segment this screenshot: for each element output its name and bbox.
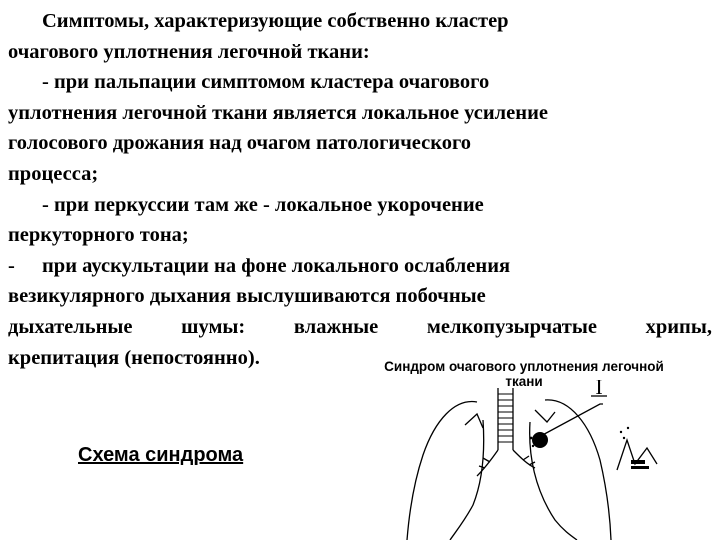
focus-dot-1	[530, 437, 533, 440]
main-text	[8, 6, 712, 373]
right-lung-fissure	[535, 410, 555, 422]
consolidation-focus	[532, 432, 548, 448]
sound-dot-3	[623, 437, 625, 439]
lung-diagram	[395, 380, 695, 540]
palpation-line-2: уплотнения легочной ткани является локальное усиление	[8, 101, 548, 124]
heading-line-1: Симптомы, характеризующие собственно кластер	[42, 10, 509, 32]
lung-diagram-svg	[395, 380, 695, 540]
palpation-line-3: голосового дрожания над очагом патологического	[8, 132, 472, 155]
figure-title-line-2: ткани	[505, 374, 543, 389]
auscultation-sign	[617, 440, 657, 470]
auscultation-line-1	[8, 251, 712, 282]
percussion-line-2: перкуторного тона;	[8, 224, 189, 247]
left-bronchus	[477, 450, 498, 476]
auscultation-line-4: крепитация (непостоянно).	[8, 346, 260, 369]
palpation-line-1: - при пальпации симптомом кластера очагового	[42, 71, 490, 94]
trachea-rings	[498, 394, 513, 442]
focus-dot-2	[532, 445, 534, 447]
sound-dot-1	[620, 431, 622, 433]
heading-line-2: очагового уплотнения легочной ткани:	[8, 40, 370, 63]
auscultation-line-2: везикулярного дыхания выслушиваются побочные	[8, 285, 486, 308]
left-lung-inner	[450, 420, 484, 540]
auscultation-text-1: при аускультации на фоне локального ослабления	[42, 254, 511, 277]
left-lung-fissure	[465, 414, 483, 428]
left-lung-outline	[407, 402, 477, 540]
figure-title-line-1: Синдром очагового уплотнения легочной	[384, 359, 664, 374]
palpation-line-4: процесса;	[8, 162, 99, 185]
sound-dot-2	[627, 427, 629, 429]
marker-label: I	[595, 380, 603, 399]
sign-block-2	[631, 466, 649, 469]
auscultation-line-3: дыхательные шумы: влажные мелкопузырчатые хрипы,	[8, 315, 712, 338]
sign-block	[631, 460, 645, 464]
percussion-line-1: - при перкуссии там же - локальное укорочение	[42, 193, 484, 216]
schema-label: Схема синдрома	[78, 444, 244, 466]
auscultation-dash: -	[8, 254, 15, 277]
